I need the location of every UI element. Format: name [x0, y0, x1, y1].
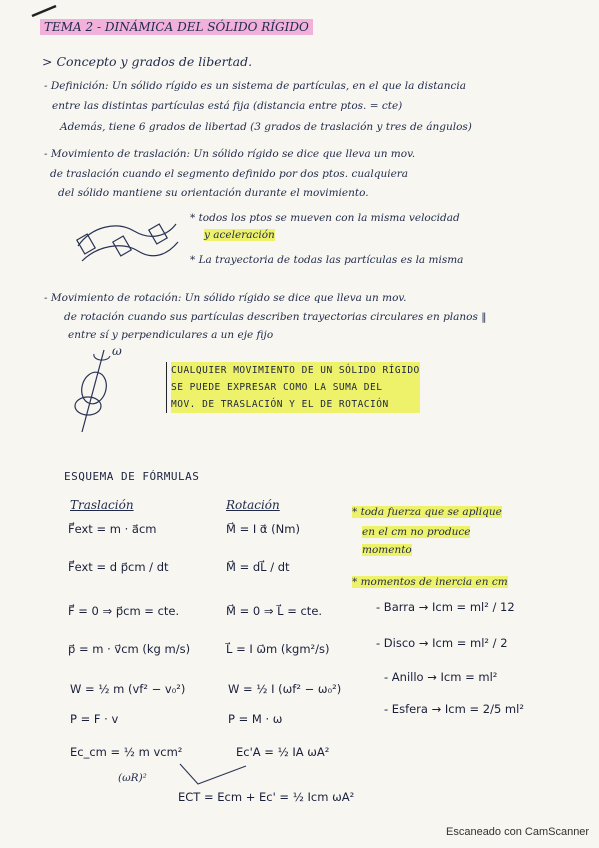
- inertia-barra: - Barra → Icm = ml² / 12: [376, 600, 515, 614]
- translation-column-title: Traslación: [70, 498, 134, 512]
- formula-scheme-heading: ESQUEMA DE FÓRMULAS: [64, 470, 200, 483]
- inertia-anillo: - Anillo → Icm = ml²: [384, 670, 498, 684]
- summary-box-line-3: MOV. DE TRASLACIÓN Y EL DE ROTACIÓN: [171, 396, 420, 413]
- omega-label: ω: [112, 344, 122, 358]
- formula-tras-5: P = F · v: [70, 712, 119, 726]
- connector-lines: [176, 760, 256, 790]
- scanner-watermark: Escaneado con CamScanner: [446, 826, 590, 838]
- page-title: TEMA 2 - DINÁMICA DEL SÓLIDO RÍGIDO: [40, 20, 313, 34]
- translation-line-2: de traslación cuando el segmento definido por dos ptos. cualquiera: [50, 168, 409, 180]
- formula-tras-0: F⃗ext = m · a⃗cm: [68, 522, 157, 536]
- formula-tras-note: (ωR)²: [118, 772, 147, 784]
- formula-ect: ECT = Ecm + Ec' = ½ Icm ωA²: [178, 790, 355, 804]
- summary-box-line-2: SE PUEDE EXPRESAR COMO LA SUMA DEL: [171, 379, 420, 396]
- translation-sketch-icon: [72, 206, 182, 271]
- rotation-line-2: de rotación cuando sus partículas describen trayectorias circulares en planos ‖: [64, 311, 487, 323]
- definition-line-1: - Definición: Un sólido rígido es un sistema de partículas, en el que la distancia: [44, 80, 466, 92]
- formula-tras-2: F⃗ = 0 ⇒ p⃗cm = cte.: [68, 604, 180, 618]
- summary-box-line-1: CUALQUIER MOVIMIENTO DE UN SÓLIDO RÍGIDO: [171, 362, 420, 379]
- rotation-column-title: Rotación: [226, 498, 280, 512]
- formula-tras-4: W = ½ m (vf² − v₀²): [70, 682, 186, 696]
- inertia-esfera: - Esfera → Icm = 2/5 ml²: [384, 702, 524, 716]
- translation-line-1: - Movimiento de traslación: Un sólido rígido se dice que lleva un mov.: [44, 148, 416, 160]
- formula-tras-1: F⃗ext = d p⃗cm / dt: [68, 560, 169, 574]
- translation-line-3: del sólido mantiene su orientación durante el movimiento.: [58, 187, 369, 199]
- formula-rot-6: Ec'A = ½ IA ωA²: [236, 745, 330, 759]
- translation-bullet-2: * La trayectoria de todas las partículas es la misma: [190, 254, 464, 266]
- inertia-disco: - Disco → Icm = ml² / 2: [376, 636, 508, 650]
- note-inertia-heading: * momentos de inercia en cm: [352, 576, 508, 588]
- rotation-line-3: entre sí y perpendiculares a un eje fijo: [68, 329, 274, 341]
- definition-line-2: entre las distintas partículas está fija (distancia entre ptos. = cte): [52, 100, 403, 112]
- formula-rot-4: W = ½ I (ωf² − ω₀²): [228, 682, 342, 696]
- rotation-sketch-icon: [64, 346, 130, 436]
- formula-rot-2: M⃗ = 0 ⇒ L⃗ = cte.: [226, 604, 323, 618]
- note-force-3: momento: [362, 544, 412, 556]
- note-force-2: en el cm no produce: [362, 526, 471, 538]
- section-heading-concepto: > Concepto y grados de libertad.: [42, 54, 253, 69]
- rotation-line-1: - Movimiento de rotación: Un sólido rígido se dice que lleva un mov.: [44, 292, 407, 304]
- formula-rot-0: M⃗ = I α⃗ (Nm): [226, 522, 300, 536]
- translation-bullet-1: * todos los ptos se mueven con la misma velocidad: [190, 212, 460, 224]
- formula-tras-3: p⃗ = m · v⃗cm (kg m/s): [68, 642, 191, 656]
- formula-rot-5: P = M · ω: [228, 712, 283, 726]
- summary-box: [166, 362, 420, 413]
- note-force-1: * toda fuerza que se aplique: [352, 506, 502, 518]
- translation-bullet-1b: y aceleración: [204, 229, 275, 241]
- formula-rot-1: M⃗ = dL⃗ / dt: [226, 560, 290, 574]
- formula-rot-3: L⃗ = I ω⃗m (kgm²/s): [226, 642, 330, 656]
- formula-tras-6: Ec_cm = ½ m vcm²: [70, 745, 183, 759]
- definition-line-3: Además, tiene 6 grados de libertad (3 grados de traslación y tres de ángulos): [60, 121, 472, 133]
- pen-mark-icon: [30, 2, 60, 20]
